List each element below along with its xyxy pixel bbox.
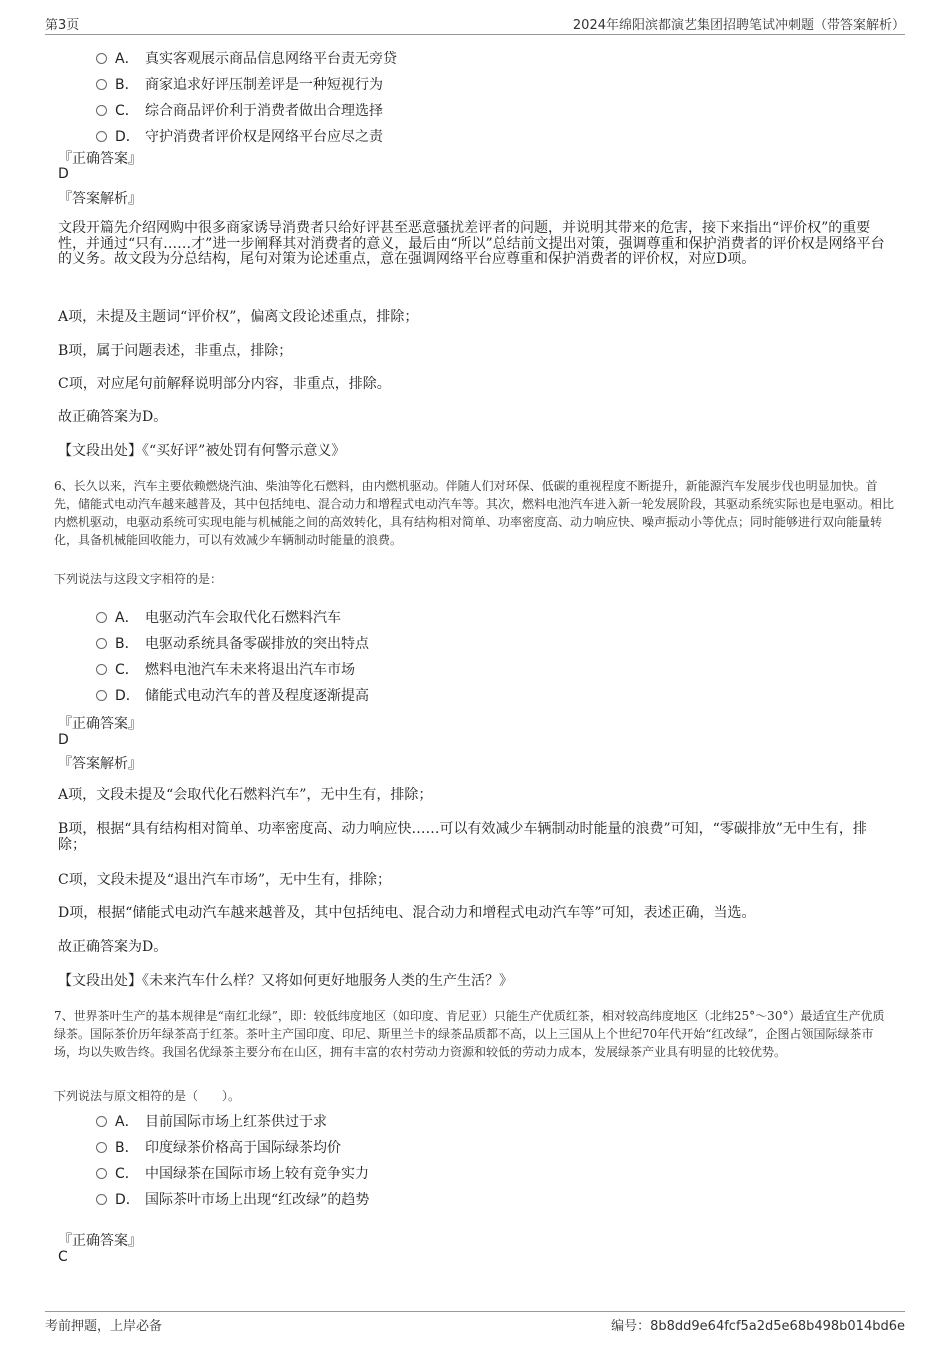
q5-analysis-label: 『答案解析』 <box>58 191 142 207</box>
q5-analysis-c: C项，对应尾句前解释说明部分内容，非重点，排除。 <box>58 376 391 392</box>
q5-source: 【文段出处】《“买好评”被处罚有何警示意义》 <box>58 443 346 459</box>
q6-option-a[interactable]: A． 电驱动汽车会取代化石燃料汽车 <box>96 607 341 627</box>
radio-icon[interactable] <box>96 131 107 142</box>
q5-option-a[interactable]: A． 真实客观展示商品信息网络平台责无旁贷 <box>96 48 397 68</box>
radio-icon[interactable] <box>96 79 107 90</box>
q5-analysis-b: B项，属于问题表述，非重点，排除； <box>58 343 293 359</box>
radio-icon[interactable] <box>96 612 107 623</box>
q6-answer-label: 『正确答案』 <box>58 716 142 732</box>
q6-option-d[interactable]: D． 储能式电动汽车的普及程度逐渐提高 <box>96 685 369 705</box>
q5-answer: D <box>58 166 69 182</box>
radio-icon[interactable] <box>96 1194 107 1205</box>
radio-icon[interactable] <box>96 105 107 116</box>
q7-answer: C <box>58 1249 68 1265</box>
radio-icon[interactable] <box>96 638 107 649</box>
q6-analysis-d: D项，根据“储能式电动汽车越来越普及，其中包括纯电、混合动力和增程式电动汽车等”可知，表述正确，当选。 <box>58 905 756 921</box>
q7-stem: 7、世界茶叶生产的基本规律是“南红北绿”，即：较低纬度地区（如印度、肯尼亚）只能生产优质红茶，相对较高纬度地区（北纬25°～30°）最适宜生产优质绿茶。国际茶价历年绿茶高于红茶。茶叶主产国印度、印尼、斯里兰卡的绿茶品质都不高，以上三国从上个世纪70年代开始“红改绿”，企图占领国际绿茶市场，均以失败告终。我国名优绿茶主要分布在山区，拥有丰富的农村劳动力资源和较低的劳动力成本，发展绿茶产业具有明显的比较优势。 <box>54 1009 885 1059</box>
q5-option-b[interactable]: B． 商家追求好评压制差评是一种短视行为 <box>96 74 383 94</box>
radio-icon[interactable] <box>96 53 107 64</box>
page-number: 第3页 <box>45 18 80 33</box>
q6-analysis-b: B项，根据“具有结构相对简单、功率密度高、动力响应快……可以有效减少车辆制动时能量的浪费”可知，“零碳排放”无中生有，排除； <box>58 821 867 853</box>
footer-slogan: 考前押题，上岸必备 <box>45 1319 163 1334</box>
q7-prompt: 下列说法与原文相符的是（ ）。 <box>54 1089 241 1103</box>
q6-prompt: 下列说法与这段文字相符的是： <box>54 572 223 586</box>
q7-option-a[interactable]: A． 目前国际市场上红茶供过于求 <box>96 1111 327 1131</box>
q7-option-d[interactable]: D． 国际茶叶市场上出现“红改绿”的趋势 <box>96 1189 369 1209</box>
q6-analysis-c: C项，文段未提及“退出汽车市场”，无中生有，排除； <box>58 872 392 888</box>
radio-icon[interactable] <box>96 1142 107 1153</box>
q7-answer-label: 『正确答案』 <box>58 1233 142 1249</box>
q6-answer: D <box>58 732 69 748</box>
radio-icon[interactable] <box>96 1168 107 1179</box>
q5-analysis-a: A项，未提及主题词“评价权”，偏离文段论述重点，排除； <box>58 309 419 325</box>
document-id: 编号：8b8dd9e64fcf5a2d5e68b498b014bd6e <box>611 1319 905 1334</box>
q6-conclusion: 故正确答案为D。 <box>58 939 168 955</box>
radio-icon[interactable] <box>96 690 107 701</box>
q6-source: 【文段出处】《未来汽车什么样？又将如何更好地服务人类的生产生活？》 <box>58 973 513 989</box>
q7-option-b[interactable]: B． 印度绿茶价格高于国际绿茶均价 <box>96 1137 341 1157</box>
q5-option-c[interactable]: C． 综合商品评价利于消费者做出合理选择 <box>96 100 383 120</box>
radio-icon[interactable] <box>96 664 107 675</box>
q6-stem: 6、长久以来，汽车主要依赖燃烧汽油、柴油等化石燃料，由内燃机驱动。伴随人们对环保、低碳的重视程度不断提升，新能源汽车发展步伐也明显加快。首先，储能式电动汽车越来越普及，其中包括纯电、混合动力和增程式电动汽车等。其次，燃料电池汽车进入新一轮发展阶段，其驱动系统实际也是电驱动。相比内燃机驱动，电驱动系统可实现电能与机械能之间的高效转化，具有结构相对简单、功率密度高、动力响应快、噪声振动小等优点；同时能够进行双向能量转化，具备机械能回收能力，可以有效减少车辆制动时能量的浪费。 <box>54 479 895 547</box>
page-footer <box>45 1311 905 1332</box>
q5-answer-label: 『正确答案』 <box>58 151 142 167</box>
q5-conclusion: 故正确答案为D。 <box>58 409 168 425</box>
q7-option-c[interactable]: C． 中国绿茶在国际市场上较有竞争实力 <box>96 1163 369 1183</box>
page-header <box>45 14 905 35</box>
q6-analysis-label: 『答案解析』 <box>58 756 142 772</box>
q6-option-b[interactable]: B． 电驱动系统具备零碳排放的突出特点 <box>96 633 369 653</box>
q5-analysis-paragraph: 文段开篇先介绍网购中很多商家诱导消费者只给好评甚至恶意骚扰差评者的问题，并说明其带来的危害，接下来指出“评价权”的重要性，并通过“只有……才”进一步阐释其对消费者的意义，最后由“所以”总结前文提出对策，强调尊重和保护消费者的评价权是网络平台的义务。故文段为分总结构，尾句对策为论述重点，意在强调网络平台应尊重和保护消费者的评价权，对应D项。 <box>58 220 885 267</box>
radio-icon[interactable] <box>96 1116 107 1127</box>
q6-analysis-a: A项，文段未提及“会取代化石燃料汽车”，无中生有，排除； <box>58 787 433 803</box>
document-title: 2024年绵阳滨都演艺集团招聘笔试冲刺题（带答案解析） <box>572 18 905 33</box>
q6-option-c[interactable]: C． 燃料电池汽车未来将退出汽车市场 <box>96 659 355 679</box>
q5-option-d[interactable]: D． 守护消费者评价权是网络平台应尽之责 <box>96 126 383 146</box>
